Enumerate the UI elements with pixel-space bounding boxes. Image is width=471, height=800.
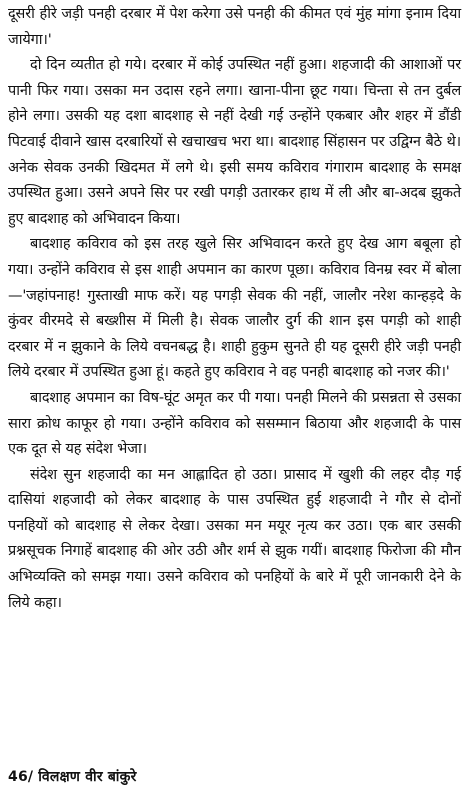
paragraph-2 — [8, 53, 461, 232]
paragraph-3 — [8, 232, 461, 386]
paragraph-text: बादशाह कविराव को इस तरह खुले सिर अभिवादन करते हुए देख आग बबूला हो गया। उन्होंने कविराव से इस शाही अपमान का कारण पूछा। कविराव विनम्र स्वर में बोला—'जहांपनाह! गुस्ताखी माफ करें। यह पगड़ी सेवक की नहीं, जालौर नरेश कान्हड़दे के कुंवर वीरमदे से बख्शीस में मिली है। सेवक जालौर दुर्ग की शान इस पगड़ी को शाही दरबार में न झुकाने के लिये वचनबद्ध है। शाही हुकुम सुनते ही यह दूसरी हीरे जड़ी पनही लिये दरबार में उपस्थित हुआ हूं। कहते हुए कविराव ने वह पनही बादशाह को नजर की।' — [8, 236, 461, 381]
paragraph-text: दूसरी हीरे जड़ी पनही दरबार में पेश करेगा उसे पनही की कीमत एवं मुंह मांगा इनाम दिया जायेगा।' — [8, 6, 461, 48]
paragraph-text: दो दिन व्यतीत हो गये। दरबार में कोई उपस्थित नहीं हुआ। शहजादी की आशाओं पर पानी फिर गया। उसका मन उदास रहने लगा। खाना-पीना छूट गया। चिन्ता से तन दुर्बल होने लगा। उसकी यह दशा बादशाह से नहीं देखी गई उन्होंने एकबार और शहर में डौंडी पिटवाई दीवाने खास दरबारियों से खचाखच भरा था। बादशाह सिंहासन पर उद्विग्न बैठे थे। अनेक सेवक उनकी खिदमत में लगे थे। इसी समय कविराव गंगाराम बादशाह के समक्ष उपस्थित हुआ। उसने अपने सिर पर रखी पगड़ी उतारकर हाथ में ली और बा-अदब झुकते हुए बादशाह को अभिवादन किया। — [8, 57, 461, 227]
paragraph-text: संदेश सुन शहजादी का मन आह्लादित हो उठा। प्रासाद में खुशी की लहर दौड़ गई दासियां शहजादी को लेकर बादशाह के पास उपस्थित हुई शहजादी ने गौर से दोनों पनहियों को बादशाह से लेकर देखा। उसका मन मयूर नृत्य कर उठा। एक बार उसकी प्रश्नसूचक निगाहें बादशाह की ओर उठी और शर्म से झुक गयीं। बादशाह फिरोजा की मौन अभिव्यक्ति को समझ गया। उसने कविराव को पनहियों के बारे में पूरी जानकारी देने के लिये कहा। — [8, 466, 461, 611]
paragraph-4 — [8, 386, 461, 463]
paragraph-5 — [8, 463, 461, 617]
paragraph-1 — [8, 2, 461, 53]
page-footer: 46/ विलक्षण वीर बांकुरे — [8, 769, 137, 785]
paragraph-text: बादशाह अपमान का विष-घूंट अमृत कर पी गया। पनही मिलने की प्रसन्नता से उसका सारा क्रोध काफूर हो गया। उन्होंने कविराव को ससम्मान बिठाया और शहजादी के पास एक दूत से यह संदेश भेजा। — [8, 389, 461, 458]
